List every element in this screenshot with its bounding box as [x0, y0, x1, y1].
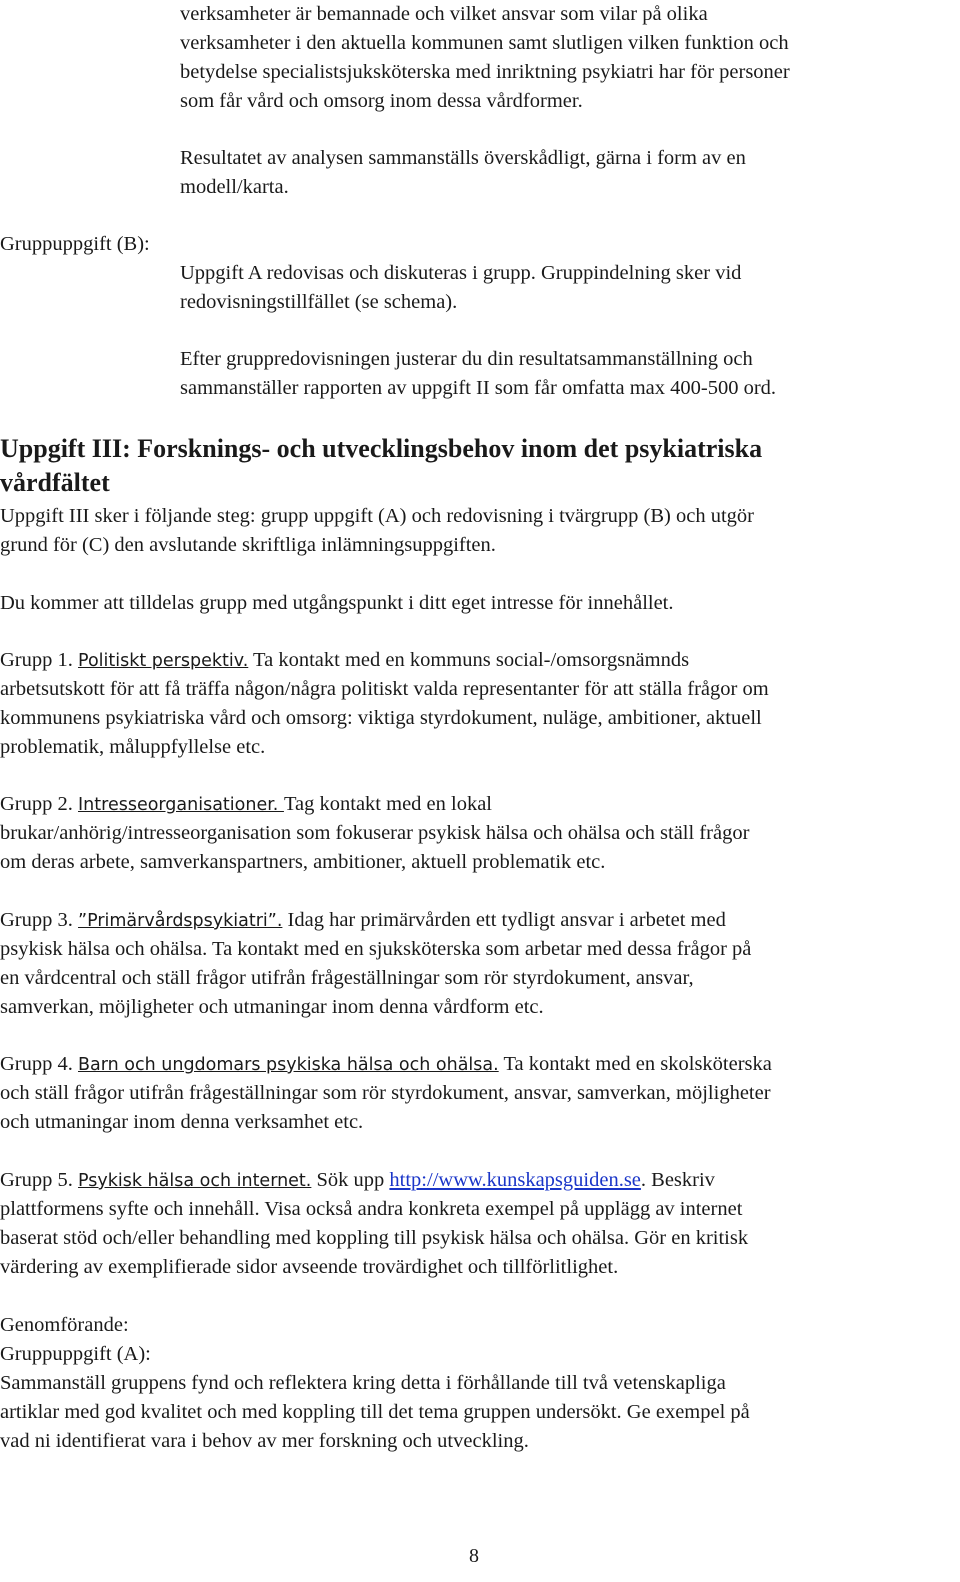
paragraph-line: psykisk hälsa och ohälsa. Ta kontakt med en sjuksköterska som arbetar med dessa frågor på	[0, 938, 752, 960]
grupp-text: . Beskriv	[640, 1169, 715, 1191]
paragraph-line: samverkan, möjligheter och utmaningar inom denna vårdform etc.	[0, 996, 544, 1018]
paragraph-line: Uppgift III sker i följande steg: grupp uppgift (A) och redovisning i tvärgrupp (B) och utgör	[0, 505, 754, 527]
paragraph-line: värdering av exemplifierade sidor avseende trovärdighet och tillförlitlighet.	[0, 1256, 619, 1278]
paragraph-line: Du kommer att tilldelas grupp med utgångspunkt i ditt eget intresse för innehållet.	[0, 592, 674, 614]
grupp-prefix: Grupp 2.	[0, 793, 79, 815]
grupp-2-title: Intresseorganisationer.	[78, 795, 284, 815]
grupp-text: Sök upp	[311, 1169, 390, 1191]
grupp-3-first-line	[0, 906, 726, 936]
grupp-prefix: Grupp 1.	[0, 649, 79, 671]
grupp-prefix: Grupp 3.	[0, 909, 79, 931]
grupp-text: Tag kontakt med en lokal	[283, 793, 493, 815]
paragraph-line: och ställ frågor utifrån frågeställningar som rör styrdokument, ansvar, samverkan, möjligheter	[0, 1082, 771, 1104]
grupp-prefix: Grupp 5.	[0, 1169, 79, 1191]
grupp-text: Ta kontakt med en skolsköterska	[498, 1053, 772, 1075]
paragraph-line: artiklar med god kvalitet och med koppling till det tema gruppen undersökt. Ge exempel på	[0, 1401, 750, 1423]
paragraph-line: plattformens syfte och innehåll. Visa också andra konkreta exempel på upplägg av internet	[0, 1198, 743, 1220]
paragraph-line: en vårdcentral och ställ frågor utifrån frågeställningar som rör styrdokument, ansvar,	[0, 967, 694, 989]
grupp-4-first-line	[0, 1050, 772, 1080]
section-heading: Uppgift III: Forsknings- och utvecklingsbehov inom det psykiatriska	[0, 434, 763, 463]
paragraph-line: sammanställer rapporten av uppgift II som får omfatta max 400-500 ord.	[180, 377, 777, 399]
grupp-text: Ta kontakt med en kommuns social-/omsorgsnämnds	[248, 649, 690, 671]
paragraph-line: verksamheter i den aktuella kommunen samt slutligen vilken funktion och	[180, 32, 789, 54]
paragraph-line: Uppgift A redovisas och diskuteras i grupp. Gruppindelning sker vid	[180, 262, 742, 284]
grupp-prefix: Grupp 4.	[0, 1053, 79, 1075]
paragraph-line: Resultatet av analysen sammanställs överskådligt, gärna i form av en	[180, 147, 746, 169]
gruppuppgift-a-label: Gruppuppgift (A):	[0, 1343, 151, 1365]
paragraph-line: redovisningstillfället (se schema).	[180, 291, 458, 313]
genomforande-label: Genomförande:	[0, 1314, 129, 1336]
paragraph-line: Sammanställ gruppens fynd och reflektera kring detta i förhållande till två vetenskapliga	[0, 1372, 726, 1394]
paragraph-line: som får vård och omsorg inom dessa vårdformer.	[180, 90, 583, 112]
kunskapsguiden-link[interactable]: http://www.kunskapsguiden.se	[389, 1169, 641, 1191]
paragraph-line: modell/karta.	[180, 176, 289, 198]
gruppuppgift-b-label: Gruppuppgift (B):	[0, 233, 150, 255]
paragraph-line: Efter gruppredovisningen justerar du din resultatsammanställning och	[180, 348, 753, 370]
paragraph-line: brukar/anhörig/intresseorganisation som fokuserar psykisk hälsa och ohälsa och ställ frågor	[0, 822, 750, 844]
paragraph-line: arbetsutskott för att få träffa någon/några politiskt valda representanter för att ställa frågor om	[0, 678, 769, 700]
paragraph-line: och utmaningar inom denna verksamhet etc.	[0, 1111, 364, 1133]
grupp-2-first-line	[0, 790, 492, 820]
grupp-3-title: ”Primärvårdspsykiatri”.	[78, 911, 283, 931]
grupp-text: Idag har primärvården ett tydligt ansvar i arbetet med	[282, 909, 726, 931]
paragraph-line: verksamheter är bemannade och vilket ansvar som vilar på olika	[180, 3, 708, 25]
paragraph-line: betydelse specialistsjuksköterska med inriktning psykiatri har för personer	[180, 61, 790, 83]
paragraph-line: om deras arbete, samverkanspartners, ambitioner, aktuell problematik etc.	[0, 851, 606, 873]
grupp-1-title: Politiskt perspektiv.	[78, 651, 249, 671]
page-number: 8	[469, 1545, 479, 1567]
grupp-4-title: Barn och ungdomars psykiska hälsa och ohälsa.	[78, 1055, 499, 1075]
paragraph-line: grund för (C) den avslutande skriftliga inlämningsuppgiften.	[0, 534, 496, 556]
grupp-5-first-line	[0, 1166, 715, 1196]
grupp-1-first-line	[0, 646, 689, 676]
paragraph-line: baserat stöd och/eller behandling med koppling till psykisk hälsa och ohälsa. Gör en kritisk	[0, 1227, 749, 1249]
paragraph-line: problematik, måluppfyllelse etc.	[0, 736, 266, 758]
section-heading: vårdfältet	[0, 468, 110, 497]
paragraph-line: vad ni identifierat vara i behov av mer forskning och utveckling.	[0, 1430, 529, 1452]
paragraph-line: kommunens psykiatriska vård och omsorg: viktiga styrdokument, nuläge, ambitioner, aktuell	[0, 707, 762, 729]
grupp-5-title: Psykisk hälsa och internet.	[78, 1171, 312, 1191]
